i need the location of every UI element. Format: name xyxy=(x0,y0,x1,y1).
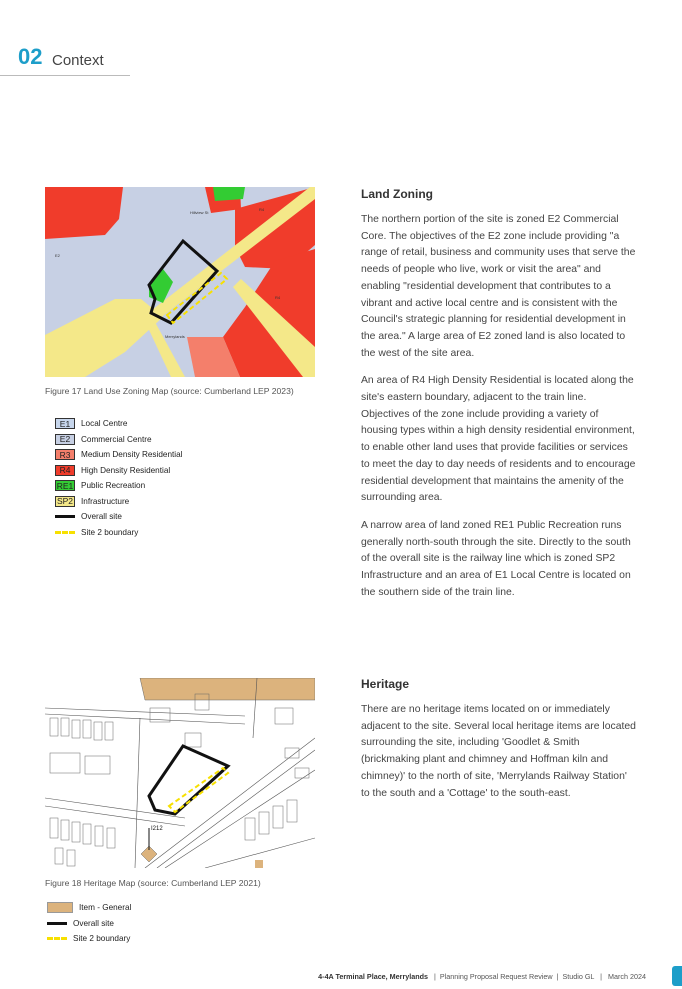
svg-text:R4: R4 xyxy=(259,207,265,212)
legend-code: R3 xyxy=(55,449,75,460)
zoning-legend xyxy=(55,416,182,540)
svg-text:E2: E2 xyxy=(55,253,60,258)
legend-label: Public Recreation xyxy=(81,481,146,491)
zoning-map xyxy=(45,187,315,377)
dashed-line-icon xyxy=(47,937,67,940)
footer-studio: Studio GL xyxy=(562,972,595,981)
legend-row-overall xyxy=(55,509,182,525)
heritage-heading: Heritage xyxy=(361,677,410,691)
solid-line-icon xyxy=(47,922,67,925)
svg-text:R4: R4 xyxy=(275,295,281,300)
legend-label: Overall site xyxy=(81,512,122,522)
paragraph: The northern portion of the site is zoned E2 Commercial Core. The objectives of the E2 zone include providing "a range of retail, business and community uses that serve the needs of people who live, work or visit the area" and enabling "residential development that contributes to a vibrant and active local centre and is consistent with the Council's strategic planning for residential development in the area." A large area of E2 zoned land is also located to the west of the site area. xyxy=(361,214,636,359)
dashed-line-icon xyxy=(55,531,75,534)
footer-date: March 2024 xyxy=(608,972,646,981)
header-rule xyxy=(0,75,130,76)
legend-row-re1 xyxy=(55,478,182,494)
page-footer xyxy=(318,972,646,981)
heritage-map xyxy=(45,678,315,868)
footer-separator: | xyxy=(600,972,603,981)
legend-label: Site 2 boundary xyxy=(73,934,131,944)
legend-row-r3 xyxy=(55,447,182,463)
svg-text:Merrylands: Merrylands xyxy=(165,334,185,339)
legend-row-e1 xyxy=(55,416,182,432)
legend-row-e2 xyxy=(55,432,182,448)
legend-label: Overall site xyxy=(73,918,114,928)
svg-text:Hillview St: Hillview St xyxy=(190,210,209,215)
figure-17-caption: Figure 17 Land Use Zoning Map (source: Cumberland LEP 2023) xyxy=(45,386,294,396)
paragraph: A narrow area of land zoned RE1 Public Recreation runs generally north-south through the site. Directly to the south of the overall site is the railway line which is zoned SP2 Infrastructure and an area of E1 Local Centre is located on the southern side of the train line. xyxy=(361,519,631,598)
legend-row-overall xyxy=(47,916,131,932)
legend-row-site2 xyxy=(47,931,131,947)
page-tab-marker xyxy=(672,966,682,986)
legend-code: E1 xyxy=(55,418,75,429)
legend-label: Infrastructure xyxy=(81,496,130,506)
legend-label: High Density Residential xyxy=(81,465,171,475)
footer-separator: | xyxy=(556,972,559,981)
legend-row-r4 xyxy=(55,463,182,479)
heritage-item-swatch xyxy=(47,902,73,913)
footer-document: Planning Proposal Request Review xyxy=(439,972,553,981)
heritage-section xyxy=(361,677,636,813)
legend-label: Site 2 boundary xyxy=(81,527,139,537)
land-zoning-section xyxy=(361,187,636,612)
footer-separator: | xyxy=(434,972,436,981)
legend-code: E2 xyxy=(55,434,75,445)
land-zoning-heading: Land Zoning xyxy=(361,187,433,201)
paragraph: There are no heritage items located on or immediately adjacent to the site. Several local heritage items are located surrounding the site, including 'Goodlet & Smith (brickmaking plant and chimney and Hoffman kiln and chimney)' to the north of site, 'Merrylands Railway Station' to the south and a 'Cottage' to the south-east. xyxy=(361,704,636,799)
legend-label: Commercial Centre xyxy=(81,434,152,444)
legend-code: RE1 xyxy=(56,480,74,491)
heritage-legend xyxy=(47,900,131,947)
section-title: Context xyxy=(52,52,104,69)
legend-code: R4 xyxy=(55,465,75,476)
legend-label: Local Centre xyxy=(81,419,128,429)
legend-row-item xyxy=(47,900,131,916)
section-number: 02 xyxy=(18,44,43,69)
legend-code: SP2 xyxy=(56,496,74,507)
legend-row-site2 xyxy=(55,525,182,541)
legend-label: Item - General xyxy=(79,903,132,913)
paragraph: An area of R4 High Density Residential is located along the site's eastern boundary, adjacent to the train line. Objectives of the zone include providing a variety of housing types within a high density residential environment, to enable other land uses that provide facilities or services to meet the day to day needs of residents and to encourage residential development that maintains the amenity of the surrounding area. xyxy=(361,375,636,504)
footer-address: 4-4A Terminal Place, Merrylands xyxy=(318,972,429,981)
figure-18-caption: Figure 18 Heritage Map (source: Cumberland LEP 2021) xyxy=(45,878,261,888)
heritage-item-label: I212 xyxy=(151,826,163,832)
legend-row-sp2 xyxy=(55,494,182,510)
legend-label: Medium Density Residential xyxy=(81,450,183,460)
solid-line-icon xyxy=(55,515,75,518)
